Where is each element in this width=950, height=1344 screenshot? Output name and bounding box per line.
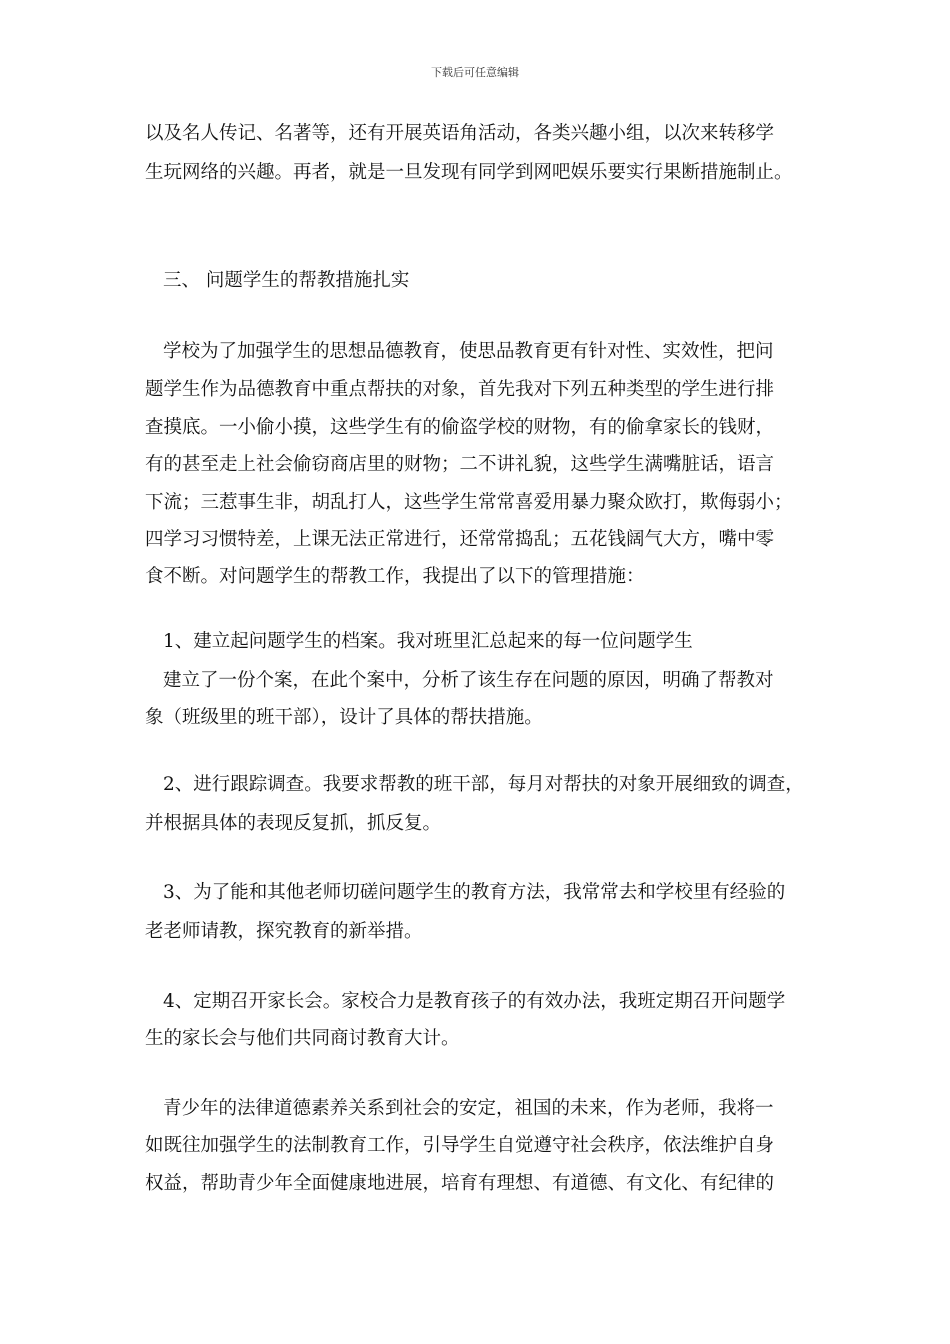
body-line: 四学习习惯特差，上课无法正常进行，还常常捣乱；五花钱阔气大方，嘴中零 <box>145 529 775 550</box>
body-line: 学校为了加强学生的思想品德教育，使思品教育更有针对性、实效性，把问 <box>163 341 774 362</box>
body-line: 建立了一份个案，在此个案中，分析了该生存在问题的原因，明确了帮教对 <box>163 670 774 691</box>
page-header: 下载后可任意编辑 <box>431 66 519 79</box>
body-line: 老老师请教，探究教育的新举措。 <box>145 921 423 942</box>
body-line: 生的家长会与他们共同商讨教育大计。 <box>145 1028 460 1049</box>
body-line: 下流；三惹事生非，胡乱打人，这些学生常常喜爱用暴力聚众欧打，欺侮弱小； <box>145 492 793 513</box>
body-line: 有的甚至走上社会偷窃商店里的财物；二不讲礼貌，这些学生满嘴脏话，语言 <box>145 454 775 475</box>
section-heading: 三、 问题学生的帮教措施扎实 <box>163 270 410 291</box>
list-item: 2、进行跟踪调查。我要求帮教的班干部，每月对帮扶的对象开展细致的调查， <box>163 774 804 795</box>
body-line: 权益，帮助青少年全面健康地进展，培育有理想、有道德、有文化、有纪律的 <box>145 1173 775 1194</box>
body-line: 题学生作为品德教育中重点帮扶的对象，首先我对下列五种类型的学生进行排 <box>145 379 775 400</box>
list-item: 4、定期召开家长会。家校合力是教育孩子的有效办法，我班定期召开问题学 <box>163 991 786 1012</box>
body-line: 食不断。对问题学生的帮教工作，我提出了以下的管理措施： <box>145 566 645 587</box>
list-item: 3、为了能和其他老师切磋问题学生的教育方法，我常常去和学校里有经验的 <box>163 882 786 903</box>
body-line: 青少年的法律道德素养关系到社会的安定，祖国的未来，作为老师，我将一 <box>163 1098 774 1119</box>
body-line: 象（班级里的班干部），设计了具体的帮扶措施。 <box>145 707 543 728</box>
body-line: 并根据具体的表现反复抓，抓反复。 <box>145 813 442 834</box>
list-item: 1、建立起问题学生的档案。我对班里汇总起来的每一位问题学生 <box>163 631 693 652</box>
body-line: 生玩网络的兴趣。再者，就是一旦发现有同学到网吧娱乐要实行果断措施制止。 <box>145 162 793 183</box>
body-line: 查摸底。一小偷小摸，这些学生有的偷盗学校的财物，有的偷拿家长的钱财， <box>145 417 775 438</box>
body-line: 以及名人传记、名著等，还有开展英语角活动，各类兴趣小组，以次来转移学 <box>145 123 775 144</box>
body-line: 如既往加强学生的法制教育工作，引导学生自觉遵守社会秩序，依法维护自身 <box>145 1135 775 1156</box>
